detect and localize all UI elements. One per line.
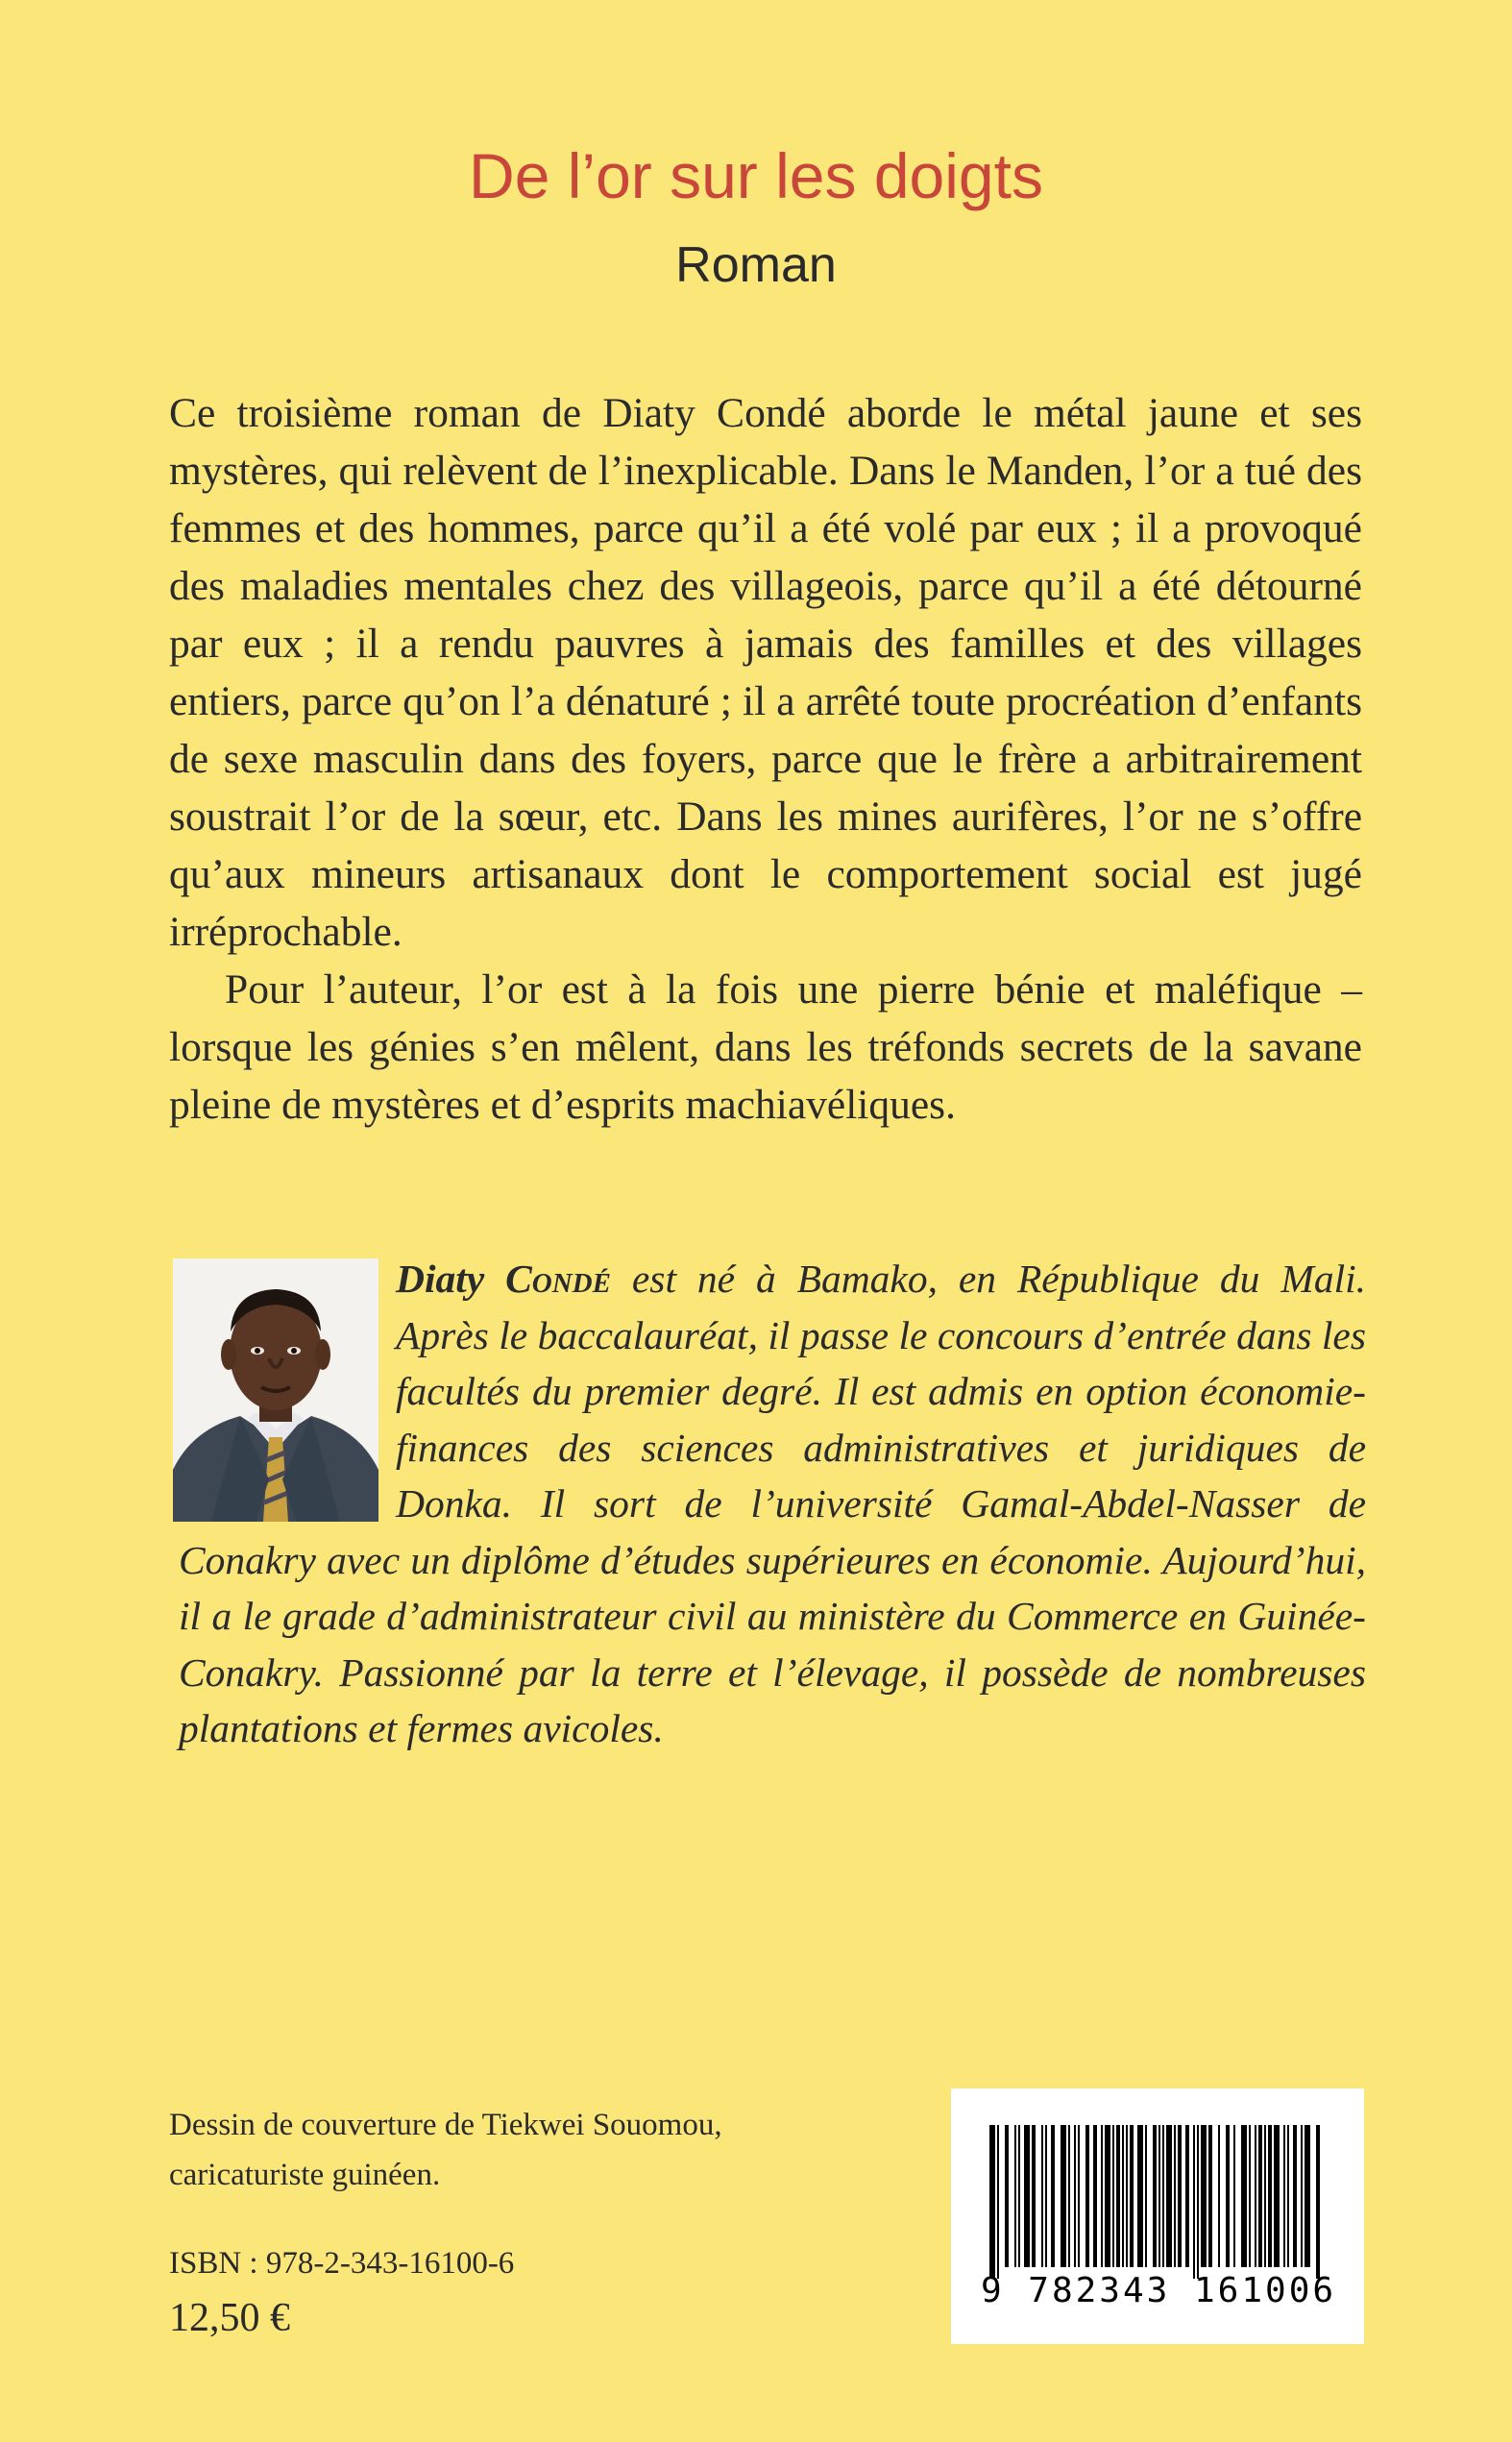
- summary-paragraph-2: Pour l’auteur, l’or est à la fois une pierre bénie et maléfique – lorsque les génies s’en mêlent, dans les tréfonds secrets de la savane pleine de mystères et d’esprits machiavéliques.: [169, 966, 1362, 1128]
- barcode-bar: [1301, 2125, 1303, 2267]
- barcode-bar: [1085, 2125, 1089, 2267]
- barcode-bar: [1045, 2125, 1047, 2267]
- barcode-bar: [1185, 2125, 1189, 2267]
- price: 12,50 €: [169, 2296, 290, 2340]
- barcode-bar: [1208, 2125, 1212, 2267]
- book-title: De l’or sur les doigts: [469, 140, 1043, 211]
- barcode-bar: [1201, 2125, 1207, 2267]
- barcode-bar: [989, 2125, 995, 2279]
- barcode-digits: 9 782343 161006: [980, 2271, 1337, 2310]
- barcode-bar: [1051, 2125, 1055, 2267]
- barcode-bar: [1130, 2125, 1134, 2267]
- summary-paragraph-1: Ce troisième roman de Diaty Condé aborde le métal jaune et ses mystères, qui relèvent de l’inexplicable. Dans le Manden, l’or a tué des femmes et des hommes, parce qu’il a été volé par eux ; il a provoqué des maladies mentales chez des villageois, parce qu’il a été détourné par eux ; il a rendu pauvres à jamais des familles et des villages entiers, parce qu’on l’a dénaturé ; il a arrêté toute procréation d’enfants de sexe masculin dans des foyers, parce que le frère a arbitrairement soustrait l’or de la sœur, etc. Dans les mines aurifères, l’or ne s’offre qu’aux mineurs artisanaux dont le comportement social est jugé irréprochable.: [169, 390, 1362, 955]
- barcode-bar: [997, 2125, 999, 2279]
- barcode-bar: [1041, 2125, 1043, 2267]
- barcode-bar: [1197, 2125, 1199, 2279]
- barcode-bar: [1145, 2125, 1147, 2267]
- barcode-bar: [1193, 2125, 1195, 2279]
- barcode-bar: [1178, 2125, 1182, 2267]
- barcode-bar: [1283, 2125, 1285, 2267]
- author-bio-text: est né à Bamako, en République du Mali. Après le baccalauréat, il passe le concours d’entrée dans les facultés du premier degré. Il est admis en option économie-finances des sciences administratives et juridiques de Donka. Il sort de l’université Gamal-Abdel-Nasser de Conakry avec un diplôme d’études supérieures en économie. Aujourd’hui, il a le grade d’administrateur civil au ministère du Commerce en Guinée-Conakry. Passionné par la terre et l’élevage, il possède de nombreuses plantations et fermes avicoles.: [179, 1257, 1366, 1750]
- barcode-bar: [1068, 2125, 1070, 2267]
- barcode-bar: [1093, 2125, 1097, 2267]
- barcode-bar: [1268, 2125, 1272, 2267]
- barcode-bars: [988, 2125, 1328, 2279]
- author-name: Diaty Condé: [396, 1257, 611, 1301]
- barcode-bar: [1174, 2125, 1176, 2267]
- barcode-bar: [1249, 2125, 1251, 2267]
- barcode-bar: [1112, 2125, 1114, 2267]
- barcode-bar: [1105, 2125, 1110, 2267]
- barcode-bar: [1226, 2125, 1230, 2267]
- barcode-bar: [1122, 2125, 1124, 2267]
- barcode-bar: [1158, 2125, 1160, 2267]
- barcode-bar: [1287, 2125, 1289, 2267]
- barcode-bar: [1101, 2125, 1103, 2267]
- barcode-bar: [1274, 2125, 1280, 2267]
- barcode-bar: [1126, 2125, 1128, 2267]
- back-cover-summary: [169, 384, 1362, 1134]
- barcode-bar: [1218, 2125, 1220, 2267]
- barcode-bar: [1116, 2125, 1120, 2267]
- barcode-bar: [1014, 2125, 1016, 2267]
- barcode-bar: [1074, 2125, 1076, 2267]
- barcode-bar: [1153, 2125, 1157, 2267]
- barcode-bar: [1061, 2125, 1066, 2267]
- barcode-bar: [1316, 2125, 1320, 2279]
- isbn: ISBN : 978-2-343-16100-6: [169, 2246, 515, 2281]
- barcode-bar: [1162, 2125, 1164, 2267]
- barcode-bar: [1241, 2125, 1247, 2267]
- barcode-bar: [1078, 2125, 1080, 2267]
- barcode-bar: [1258, 2125, 1262, 2267]
- barcode-bar: [1005, 2125, 1009, 2267]
- cover-credit-line-1: Dessin de couverture de Tiekwei Souomou,: [169, 2108, 722, 2142]
- book-genre: Roman: [675, 237, 837, 293]
- barcode-bar: [1024, 2125, 1030, 2267]
- barcode-bar: [1032, 2125, 1036, 2267]
- barcode-bar: [1018, 2125, 1020, 2267]
- barcode-bar: [1166, 2125, 1172, 2267]
- cover-credit-line-2: caricaturiste guinéen.: [169, 2158, 441, 2192]
- barcode-bar: [1255, 2125, 1256, 2267]
- barcode-bar: [1264, 2125, 1266, 2267]
- photo-space: [179, 1251, 396, 1529]
- cover-credit: [169, 2100, 722, 2200]
- author-biography: [179, 1251, 1366, 1757]
- barcode-bar: [1137, 2125, 1143, 2267]
- barcode-bar: [1233, 2125, 1235, 2267]
- barcode-bar: [1305, 2125, 1310, 2267]
- barcode-bar: [1293, 2125, 1297, 2267]
